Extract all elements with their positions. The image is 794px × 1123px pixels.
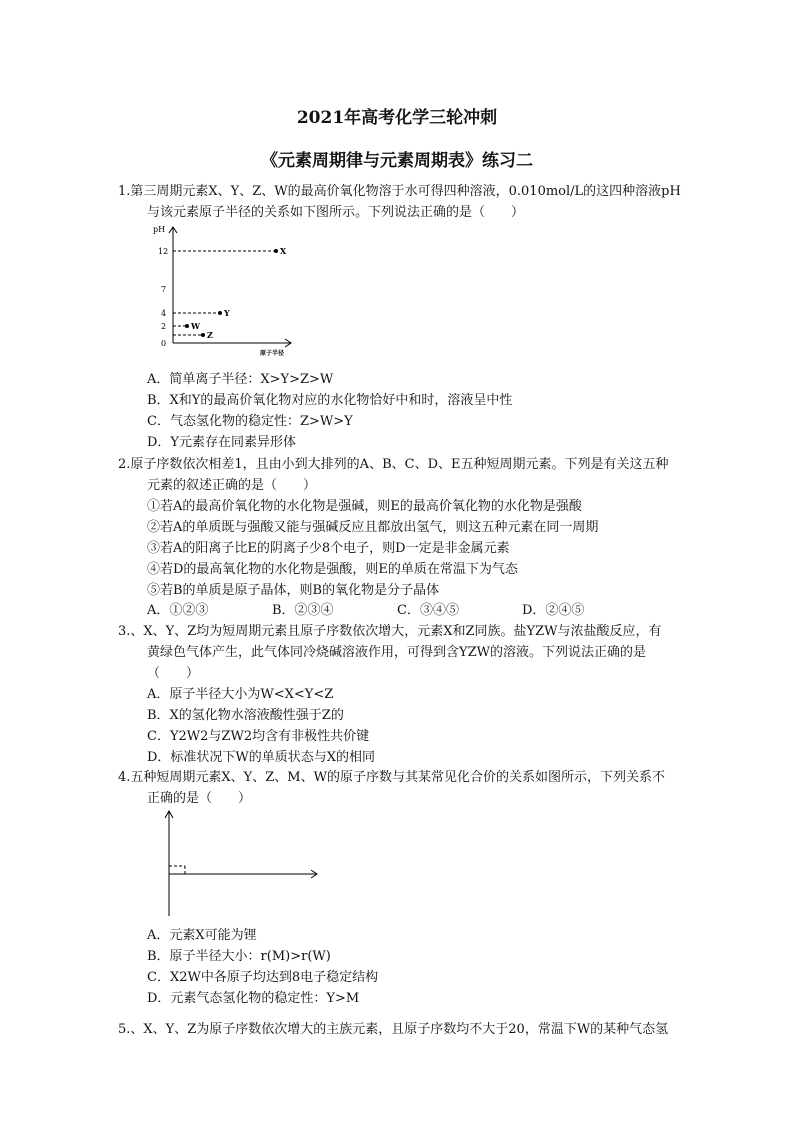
q4-option-a: A．元素X可能为锂 (147, 928, 257, 943)
q1-stem-line-2: 与该元素原子半径的关系如下图所示。下列说法正确的是（ ） (147, 205, 525, 220)
q2-item-1: ①若A的最高价氧化物的水化物是强碱，则E的最高价氧化物的水化物是强酸 (147, 499, 582, 514)
q2-option-d: D．②④⑤ (522, 603, 585, 618)
q1-label-x: X (280, 246, 287, 256)
q1-point-w (185, 324, 189, 328)
q2-option-b: B．②③④ (272, 603, 334, 618)
q1-ylabel: pH (153, 225, 166, 234)
page-subtitle: 《元素周期律与元素周期表》练习二 (261, 151, 533, 171)
q2-stem-line-2: 元素的叙述正确的是（ ） (147, 478, 317, 493)
q1-label-w: W (191, 321, 200, 331)
q2-item-2: ②若A的单质既与强酸又能与强碱反应且都放出氢气，则这五种元素在同一周期 (147, 520, 599, 535)
q1-ytick-7: 7 (161, 285, 167, 294)
q1-label-y: Y (224, 308, 230, 318)
q3-option-d: D．标准状况下W的单质状态与X的相同 (147, 750, 376, 765)
q1-stem-line-1: 1.第三周期元素X、Y、Z、W的最高价氧化物溶于水可得四种溶液，0.010mol/L的这四种溶液pH (118, 184, 681, 199)
q2-option-c: C．③④⑤ (397, 603, 459, 618)
q1-option-c: C．气态氢化物的稳定性：Z>W>Y (147, 414, 353, 429)
q4-stem-line-2: 正确的是（ ） (147, 791, 252, 806)
q1-label-z: Z (207, 330, 213, 340)
q1-ytick-4: 4 (161, 309, 167, 318)
q2-options-row (147, 599, 707, 618)
q3-option-c: C．Y2W2与ZW2均含有非极性共价键 (147, 729, 370, 744)
q4-option-c: C．X2W中各原子均达到8电子稳定结构 (147, 970, 379, 985)
q3-option-b: B．X的氢化物水溶液酸性强于Z的 (147, 708, 344, 723)
q2-option-a: A．①②③ (147, 603, 209, 618)
q3-stem-line-2: 黄绿色气体产生，此气体同冷烧碱溶液作用，可得到含YZW的溶液。下列说法正确的是 (147, 645, 646, 660)
q4-valence-chart (145, 808, 375, 920)
q2-item-4: ④若D的最高氧化物的水化物是强酸，则E的单质在常温下为气态 (147, 562, 518, 577)
page-title: 2021年高考化学三轮冲刺 (296, 108, 498, 128)
q3-stem-line-3: （ ） (147, 666, 200, 681)
q4-option-b: B．原子半径大小：r(M)>r(W) (147, 949, 331, 964)
q4-option-d: D．元素气态氢化物的稳定性：Y>M (147, 991, 360, 1006)
q1-option-d: D．Y元素存在同素异形体 (147, 435, 297, 450)
q3-stem-line-1: 3.、X、Y、Z均为短周期元素且原子序数依次增大，元素X和Z同族。盐YZW与浓盐酸反应，有 (118, 624, 662, 639)
q2-stem-line-1: 2.原子序数依次相差1，且由小到大排列的A、B、C、D、E五种短周期元素。下列是有关这五种 (118, 457, 669, 472)
q2-item-5: ⑤若B的单质是原子晶体，则B的氧化物是分子晶体 (147, 583, 440, 598)
q1-ytick-2: 2 (161, 322, 167, 331)
q1-ytick-0: 0 (161, 339, 167, 348)
q1-point-x (274, 249, 278, 253)
q5-stem-line-1: 5.、X、Y、Z为原子序数依次增大的主族元素，且原子序数均不大于20，常温下W的某种气态氢 (118, 1022, 669, 1037)
q2-item-3: ③若A的阳离子比E的阴离子少8个电子，则D一定是非金属元素 (147, 541, 510, 556)
q1-point-y (218, 311, 222, 315)
q1-xlabel: 原子半径 (260, 350, 285, 357)
q1-option-b: B．X和Y的最高价氧化物对应的水化物恰好中和时，溶液呈中性 (147, 393, 513, 408)
q1-ph-chart (145, 222, 305, 360)
q1-ytick-12: 12 (158, 247, 169, 256)
q1-option-a: A．简单离子半径：X>Y>Z>W (147, 372, 334, 387)
q4-stem-line-1: 4.五种短周期元素X、Y、Z、M、W的原子序数与其某常见化合价的关系如图所示，下列关系不 (118, 770, 665, 785)
q3-option-a: A．原子半径大小为W<X<Y<Z (147, 687, 334, 702)
q1-point-z (201, 333, 205, 337)
